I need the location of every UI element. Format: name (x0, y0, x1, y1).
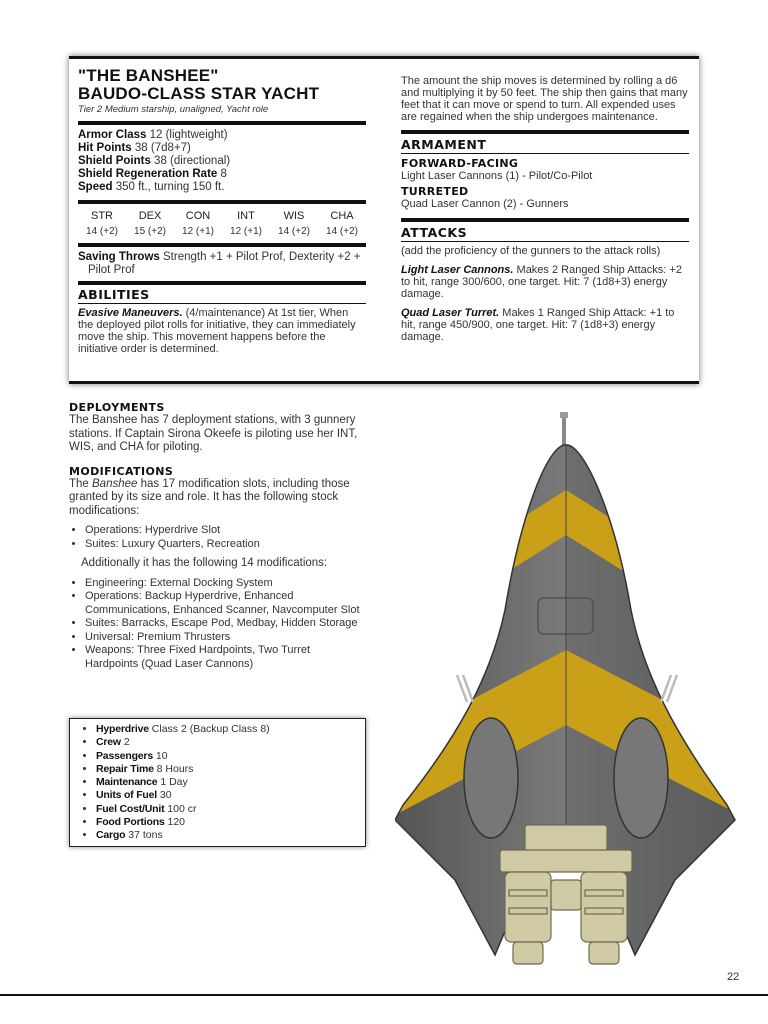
ability-dex: DEX 15 (+2) (134, 210, 166, 237)
spec-units-of-fuel: • Units of Fuel 30 (96, 789, 365, 802)
ship-class-line: BAUDO-CLASS STAR YACHT (78, 84, 320, 103)
list-item: • Operations: Backup Hyperdrive, Enhanced Communications, Enhanced Scanner, Navcomputer Slot (85, 590, 366, 617)
list-item: • Universal: Premium Thrusters (85, 631, 366, 645)
list-item: • Engineering: External Docking System (85, 577, 366, 591)
armament-heading: ARMAMENT (401, 137, 689, 154)
spec-hyperdrive: • Hyperdrive Class 2 (Backup Class 8) (96, 723, 365, 736)
turreted-weapons: Quad Laser Cannon (2) - Gunners (401, 198, 569, 210)
forward-facing-heading: FORWARD-FACING (401, 157, 519, 170)
spec-passengers: • Passengers 10 (96, 750, 365, 763)
list-item: • Weapons: Three Fixed Hardpoints, Two Turret Hardpoints (Quad Laser Cannons) (85, 644, 366, 671)
starship-illustration (395, 410, 740, 975)
evasive-maneuvers: Evasive Maneuvers. (4/maintenance) At 1st tier, When the deployed pilot rolls for initiative, they can immediately move the ship. This movement happens before the initiative order is determined. (78, 307, 356, 355)
stat-block-right-column (401, 59, 689, 343)
stat-block (69, 56, 699, 384)
stock-modifications-list (69, 524, 366, 551)
attack-light-laser-cannons: Light Laser Cannons. Makes 2 Ranged Ship Attacks: +2 to hit, range 300/600, one target. Hit: 7 (1d8+3) energy damage. (401, 264, 682, 300)
divider (78, 121, 366, 125)
ability-str: STR 14 (+2) (86, 210, 118, 237)
ship-name (78, 67, 366, 103)
body-text-column (69, 401, 366, 677)
ability-scores (78, 210, 366, 237)
modifications-intro: The Banshee has 17 modification slots, including those granted by its size and role. It has the following stock modifications: (69, 477, 350, 517)
attack-quad-laser-turret: Quad Laser Turret. Makes 1 Ranged Ship Attack: +1 to hit, range 450/900, one target. Hit: 7 (1d8+3) energy damage. (401, 307, 675, 343)
ship-specs-box (69, 718, 366, 847)
attribute-hit-points: Hit Points 38 (7d8+7) (78, 142, 191, 154)
antenna (562, 414, 566, 448)
divider (78, 243, 366, 247)
ability-int: INT 12 (+1) (230, 210, 262, 237)
additional-modifications-line: Additionally it has the following 14 modifications: (81, 557, 328, 569)
spec-fuel-cost: • Fuel Cost/Unit 100 cr (96, 803, 365, 816)
deployments-text: The Banshee has 7 deployment stations, with 3 gunnery stations. If Captain Sirona Okeefe is piloting use her INT, WIS, and CHA for piloting. (69, 414, 358, 453)
spec-cargo: • Cargo 37 tons (96, 829, 365, 842)
attribute-speed: Speed 350 ft., turning 150 ft. (78, 181, 225, 193)
modifications-heading: MODIFICATIONS (69, 464, 174, 478)
ability-con: CON 12 (+1) (182, 210, 214, 237)
turreted-heading: TURRETED (401, 185, 469, 198)
page-number: 22 (727, 971, 740, 983)
attribute-shield-points: Shield Points 38 (directional) (78, 155, 231, 167)
divider (78, 281, 366, 285)
stat-block-left-column (78, 59, 366, 355)
spec-food-portions: • Food Portions 120 (96, 816, 365, 829)
spec-maintenance: • Maintenance 1 Day (96, 776, 365, 789)
attacks-heading: ATTACKS (401, 225, 689, 242)
ship-specs-list (70, 723, 365, 843)
spec-crew: • Crew 2 (96, 736, 365, 749)
ship-subtitle: Tier 2 Medium starship, unaligned, Yacht role (78, 104, 269, 115)
additional-modifications-list (69, 577, 366, 672)
list-item: • Operations: Hyperdrive Slot (85, 524, 366, 538)
footer-rule (0, 994, 768, 996)
ability-cha: CHA 14 (+2) (326, 210, 358, 237)
deployments-heading: DEPLOYMENTS (69, 401, 165, 414)
left-pod (464, 718, 518, 838)
saving-throws: Saving Throws Strength +1 + Pilot Prof, Dexterity +2 + Pilot Prof (78, 251, 361, 276)
list-item: • Suites: Luxury Quarters, Recreation (85, 538, 366, 552)
spec-repair-time: • Repair Time 8 Hours (96, 763, 365, 776)
attribute-shield-regen: Shield Regeneration Rate 8 (78, 168, 227, 180)
divider (401, 130, 689, 134)
attacks-note: (add the proficiency of the gunners to the attack rolls) (401, 245, 661, 257)
evasive-maneuvers-continued: The amount the ship moves is determined by rolling a d6 and multiplying it by 50 feet. The ship then gains that many feet that it can move or spend to turn. All expended uses are regained when the ship undergoes maintenance. (401, 75, 688, 123)
attribute-armor-class: Armor Class 12 (lightweight) (78, 129, 228, 141)
abilities-heading: ABILITIES (78, 287, 366, 304)
divider (401, 218, 689, 222)
attributes-list (78, 129, 366, 194)
forward-facing-weapons: Light Laser Cannons (1) - Pilot/Co-Pilot (401, 170, 593, 182)
right-pod (614, 718, 668, 838)
divider (78, 200, 366, 204)
list-item: • Suites: Barracks, Escape Pod, Medbay, Hidden Storage (85, 617, 366, 631)
ability-wis: WIS 14 (+2) (278, 210, 310, 237)
ship-name-line1: "THE BANSHEE" (78, 66, 219, 85)
